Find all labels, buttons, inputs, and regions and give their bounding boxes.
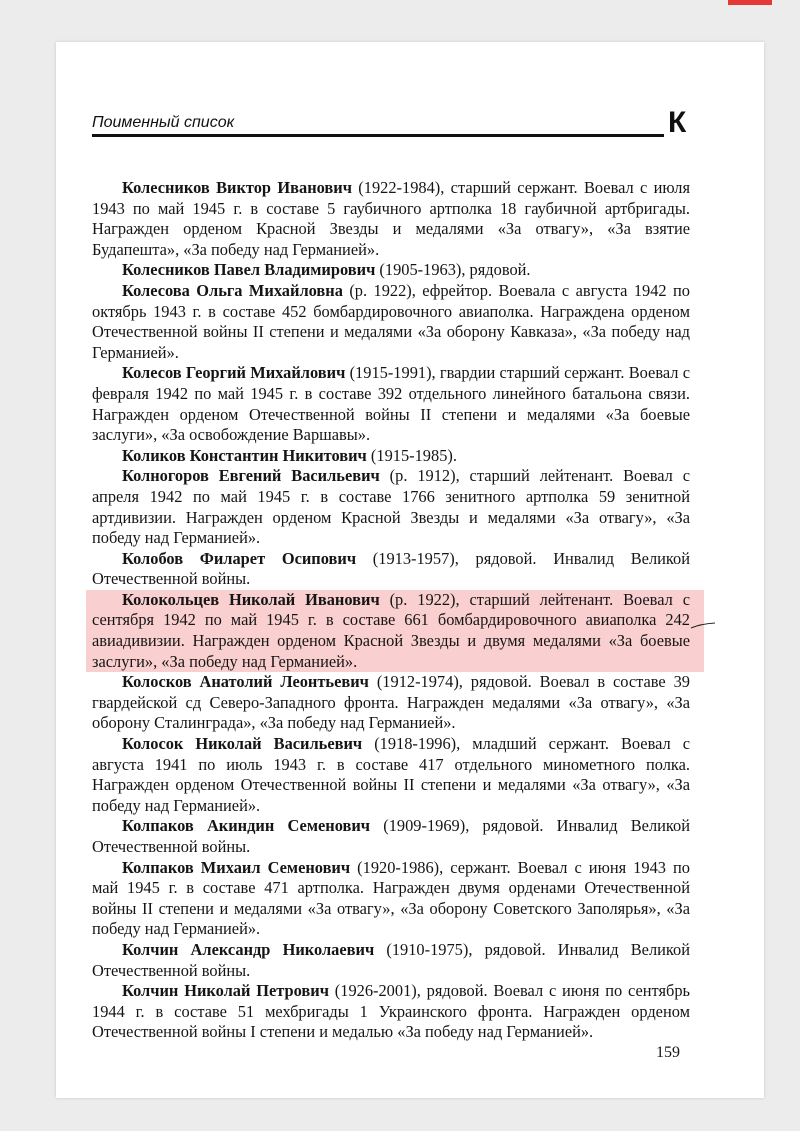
entry-name: Колобов Филарет Осипович [122, 548, 357, 568]
entry-name: Колесов Георгий Михайлович [122, 363, 346, 383]
entry-kolpakov-akindin [92, 816, 690, 857]
entry-kolesnikov-viktor [92, 178, 690, 260]
entry-text: (р. 1922), старший лейтенант. Воевал с сентября 1942 по май 1945 г. в составе 661 бомбардировочного авиаполка 242 авиадивизии. Награжден орденом Красной Звезды и двумя медалями «За боевые заслуги», «За победу над Германией». [92, 589, 690, 671]
entry-text: (1909-1969), рядовой. Инвалид Великой Отечественной войны. [92, 816, 690, 856]
entry-kolesova-olga [92, 281, 690, 363]
document-page [56, 42, 764, 1098]
entry-name: Колпаков Акиндин Семенович [122, 816, 371, 836]
section-label: Поименный список [92, 114, 235, 131]
entry-list [92, 178, 690, 1043]
entry-text: (1915-1985). [366, 445, 457, 465]
entry-kolikov-konstantin [92, 446, 690, 467]
entry-kolpakov-mikhail [92, 858, 690, 940]
entry-text: (1922-1984), старший сержант. Воевал с июля 1943 по май 1945 г. в составе 5 гаубичного артполка 18 гаубичной артбригады. Награжден орденом Красной Звезды и медалями «За отвагу», «За взятие Будапешта», «За победу над Германией». [92, 178, 690, 259]
entry-name: Колосок Николай Васильевич [122, 734, 363, 754]
entry-name: Колногоров Евгений Васильевич [122, 466, 380, 486]
entry-text: (1910-1975), рядовой. Инвалид Великой Отечественной войны. [92, 939, 690, 980]
entry-name: Колчин Николай Петрович [122, 981, 329, 1001]
entry-name: Колесников Павел Владимирович [122, 260, 376, 280]
entry-text: (1918-1996), младший сержант. Воевал с августа 1941 по июль 1943 г. в составе 417 отдельного минометного полка. Награжден орденом Отечественной войны II степени и медалями «За отвагу», «За победу над Германией». [92, 734, 690, 815]
section-letter: К [668, 106, 687, 139]
entry-text: (1905-1963), рядовой. [375, 260, 531, 280]
entry-text: (1913-1957), рядовой. Инвалид Великой Отечественной войны. [92, 548, 691, 589]
entry-name: Колосков Анатолий Леонтьевич [122, 672, 369, 692]
entry-kolosok-nikolay [92, 734, 690, 816]
entry-name: Колесников Виктор Иванович [122, 178, 352, 197]
entry-kolobov-filaret [92, 549, 690, 590]
entry-name: Колчин Александр Николаевич [122, 939, 375, 959]
entry-kolchin-nikolay [92, 981, 690, 1043]
entry-name: Колесова Ольга Михайловна [122, 280, 343, 300]
entry-kolesov-georgiy [92, 363, 690, 445]
entry-text: (1912-1974), рядовой. Воевал в составе 39 гвардейской сд Северо-Западного фронта. Награжден медалями «За отвагу», «За оборону Сталинграда», «За победу над Германией». [92, 672, 690, 733]
entry-kolokoltsev-nikolay-highlighted [86, 590, 704, 672]
entry-text: (р. 1912), старший лейтенант. Воевал с апреля 1942 по май 1945 г. в составе 1766 зенитного артполка 59 зенитной артдивизии. Награжден орденом Красной Звезды и медалями «За отвагу», «За победу над Германией». [92, 466, 690, 548]
entry-name: Коликов Константин Никитович [122, 445, 367, 465]
entry-text: (1920-1986), сержант. Воевал с июня 1943 по май 1945 г. в составе 471 артполка. Награжден двумя орденами Отечественной войны II степени и медалями «За отвагу», «За оборону Советского Заполярья», «За победу над Германией». [92, 857, 690, 939]
header-rule [92, 134, 664, 137]
pen-mark [690, 622, 716, 630]
entry-kolesnikov-pavel [92, 260, 690, 281]
entry-kolchin-aleksandr [92, 940, 690, 981]
page-number: 159 [656, 1044, 680, 1061]
entry-text: (р. 1922), ефрейтор. Воевала с августа 1942 по октябрь 1943 г. в составе 452 бомбардировочного авиаполка. Награждена орденом Отечественной войны II степени и медалями «За оборону Кавказа», «За победу над Германией». [92, 280, 690, 362]
entry-name: Колпаков Михаил Семенович [122, 857, 351, 877]
corner-tab [728, 0, 772, 5]
entry-kolnogorov-evgeniy [92, 466, 690, 548]
entry-name: Колокольцев Николай Иванович [122, 589, 380, 609]
entry-text: (1926-2001), рядовой. Воевал с июня по сентябрь 1944 г. в составе 51 мехбригады 1 Украинского фронта. Награжден орденом Отечественной войны I степени и медалью «За победу над Германией». [92, 981, 690, 1042]
entry-text: (1915-1991), гвардии старший сержант. Воевал с февраля 1942 по май 1945 г. в составе 392 отдельного линейного батальона связи. Награжден орденом Отечественной войны II степени и медалями «За боевые заслуги», «За освобождение Варшавы». [92, 363, 690, 445]
entry-koloskov-anatoliy [92, 672, 690, 734]
